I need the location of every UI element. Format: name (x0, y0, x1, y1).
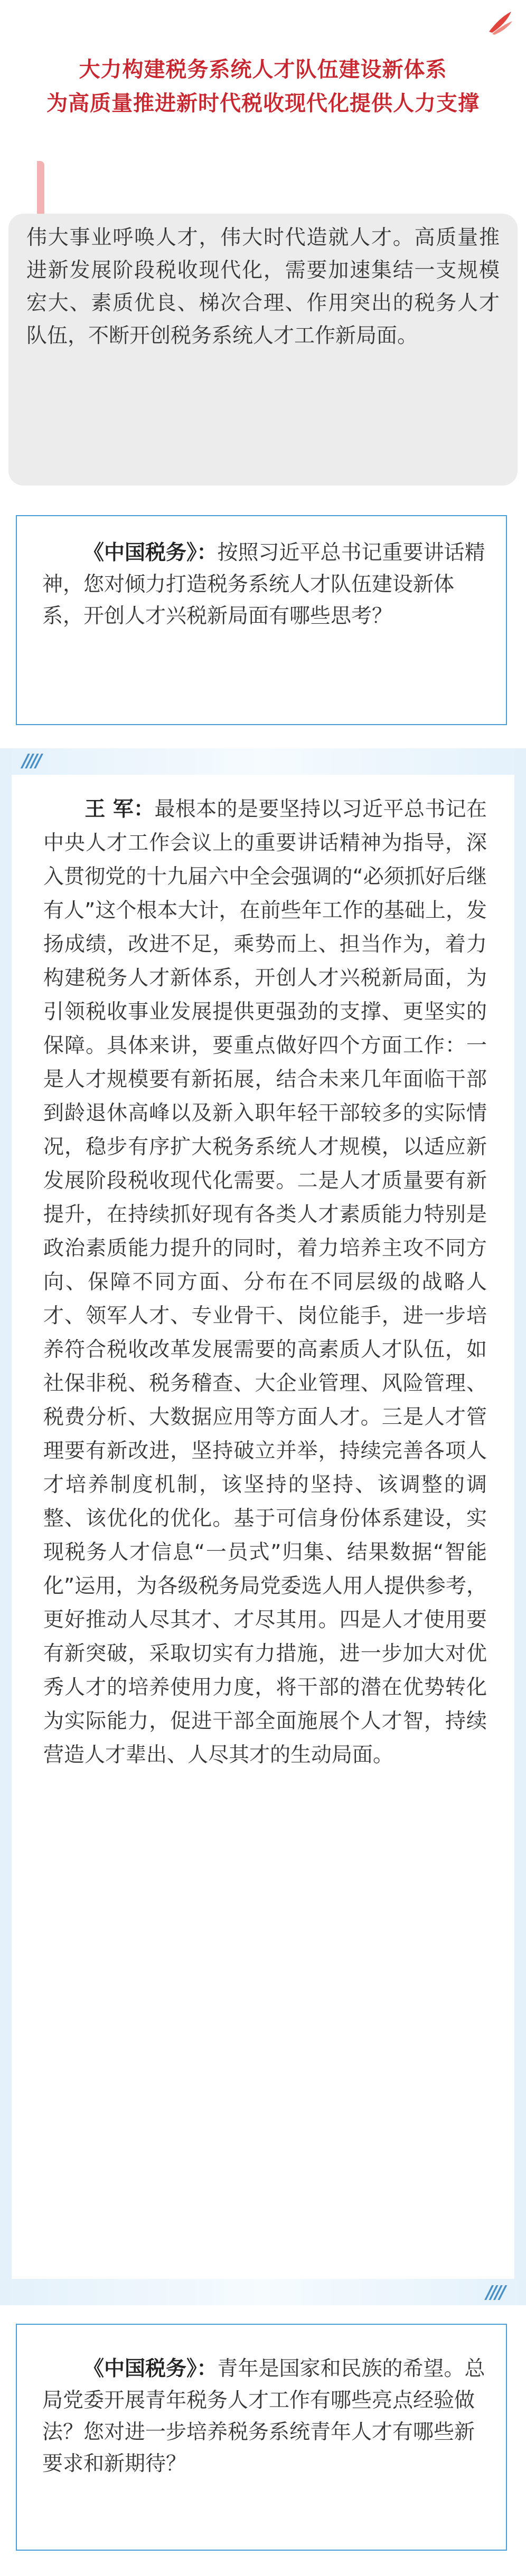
answer-1-body: 最根本的是要坚持以习近平总书记在中央人才工作会议上的重要讲话精神为指导，深入贯彻党的十九届六中全会强调的“必须抓好后继有人”这个根本大计，在前些年工作的基础上，发扬成绩，改进不足，乘势而上、担当作为，着力构建税务人才新体系，开创人才兴税新局面，为引领税收事业发展提供更强劲的支撑、更坚实的保障。具体来讲，要重点做好四个方面工作：一是人才规模要有新拓展，结合未来几年面临干部到龄退休高峰以及新入职年轻干部较多的实际情况，稳步有序扩大税务系统人才规模，以适应新发展阶段税收现代化需要。二是人才质量要有新提升，在持续抓好现有各类人才素质能力特别是政治素质能力提升的同时，着力培养主攻不同方向、保障不同方面、分布在不同层级的战略人才、领军人才、专业骨干、岗位能手，进一步培养符合税收改革发展需要的高素质人才队伍，如社保非税、税务稽查、大企业管理、风险管理、税费分析、大数据应用等方面人才。三是人才管理要有新改进，坚持破立并举，持续完善各项人才培养制度机制，该坚持的坚持、该调整的调整、该优化的优化。基于可信身份体系建设，实现税务人才信息“一员式”归集、结果数据“智能化”运用，为各级税务局党委选人用人提供参考，更好推动人尽其才、才尽其用。四是人才使用要有新突破，采取切实有力措施，进一步加大对优秀人才的培养使用力度，将干部的潜在优势转化为实际能力，促进干部全面施展个人才智，持续营造人才辈出、人尽其才的生动局面。 (43, 797, 487, 1767)
question-1-label: 《中国税务》： (83, 541, 218, 565)
answer-1-speaker: 王 军： (84, 797, 155, 821)
article-title (0, 53, 526, 120)
red-feather-icon (485, 8, 514, 38)
intro-paragraph: 伟大事业呼唤人才，伟大时代造就人才。高质量推进新发展阶段税收现代化，需要加速集结一支规模宏大、素质优良、梯次合理、作用突出的税务人才队伍，不断开创税务系统人才工作新局面。 (26, 226, 500, 348)
answer-1-paragraph (43, 793, 487, 1772)
title-line-2: 为高质量推进新时代税收现代化提供人力支撑 (46, 91, 480, 116)
question-box-2 (16, 2324, 507, 2551)
question-2-text-block (42, 2353, 488, 2480)
question-1-body: 按照习近平总书记重要讲话精神，您对倾力打造税务系统人才队伍建设新体系，开创人才兴税新局面有哪些思考？ (42, 541, 485, 628)
slash-decoration-icon: //// (486, 2282, 504, 2303)
answer-left-border (0, 748, 12, 2305)
answer-bottom-border (0, 2279, 526, 2305)
question-2-label: 《中国税务》： (83, 2357, 218, 2381)
decorative-accent-bar (37, 161, 44, 219)
question-1-text-block (42, 537, 488, 632)
question-2-body: 青年是国家和民族的希望。总局党委开展青年税务人才工作有哪些亮点经验做法？您对进一步培养税务系统青年人才有哪些新要求和新期待？ (42, 2357, 485, 2476)
answer-top-border (0, 748, 526, 775)
answer-right-border (514, 748, 526, 2305)
question-box-1 (16, 515, 507, 725)
title-line-1: 大力构建税务系统人才队伍建设新体系 (79, 58, 447, 82)
slash-decoration-icon: //// (22, 750, 40, 772)
answer-section (0, 748, 526, 2305)
